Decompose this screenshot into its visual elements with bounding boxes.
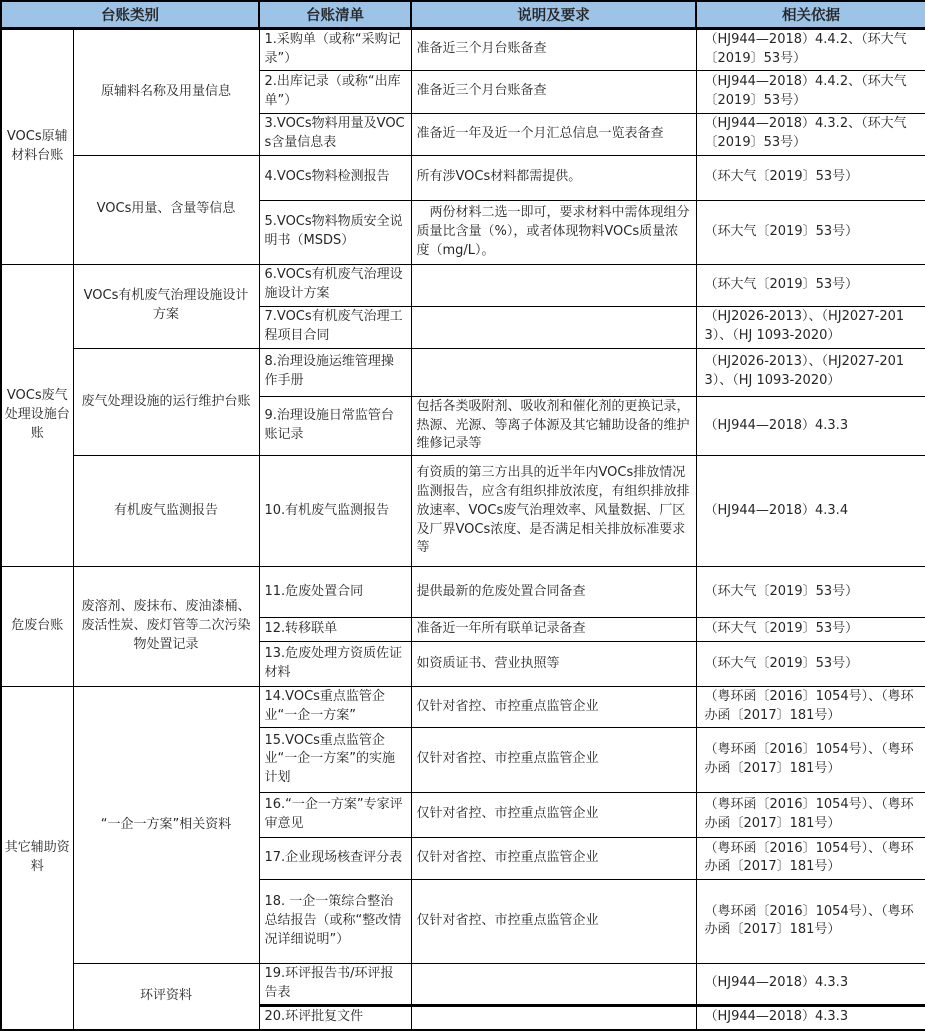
item-cell-18: 18. 一企一策综合整治总结报告（或称“整改情况详细说明”） <box>259 879 411 963</box>
item-cell-12: 12.转移联单 <box>259 618 411 642</box>
item-cell-19: 19.环评报告书/环评报告表 <box>259 963 411 1005</box>
basis-cell-17: （粤环函〔2016〕1054号）、（粤环办函〔2017〕181号） <box>696 837 925 879</box>
subcategory-cell-vocs-usage-info: VOCs用量、含量等信息 <box>73 155 259 264</box>
category-cell-other-materials: 其它辅助资料 <box>1 687 73 1030</box>
basis-cell-14: （粤环函〔2016〕1054号）、（粤环办函〔2017〕181号） <box>696 687 925 728</box>
table-row <box>1 29 925 71</box>
description-cell-14: 仅针对省控、市控重点监管企业 <box>411 687 696 728</box>
description-cell-4: 所有涉VOCs材料都需提供。 <box>411 155 696 200</box>
basis-cell-13: （环大气〔2019〕53号） <box>696 642 925 687</box>
header-list: 台账清单 <box>259 1 411 29</box>
item-cell-15: 15.VOCs重点监管企业“一企一方案”的实施计划 <box>259 727 411 792</box>
basis-cell-9: （HJ944—2018）4.3.3 <box>696 396 925 456</box>
description-cell-3: 准备近一年及近一个月汇总信息一览表备查 <box>411 113 696 155</box>
item-cell-6: 6.VOCs有机废气治理设施设计方案 <box>259 264 411 306</box>
item-cell-4: 4.VOCs物料检测报告 <box>259 155 411 200</box>
item-cell-16: 16.“一企一方案”专家评审意见 <box>259 792 411 837</box>
table-row <box>1 687 925 728</box>
basis-cell-7: （HJ2026-2013）、（HJ2027-2013）、（HJ 1093-2020） <box>696 306 925 348</box>
description-cell-1: 准备近三个月台账备查 <box>411 29 696 71</box>
basis-cell-10: （HJ944—2018）4.3.4 <box>696 456 925 567</box>
basis-cell-15: （粤环函〔2016〕1054号）、（粤环办函〔2017〕181号） <box>696 727 925 792</box>
description-cell-13: 如资质证书、营业执照等 <box>411 642 696 687</box>
description-cell-16: 仅针对省控、市控重点监管企业 <box>411 792 696 837</box>
basis-cell-19: （HJ944—2018）4.3.3 <box>696 963 925 1005</box>
item-cell-5: 5.VOCs物料物质安全说明书（MSDS） <box>259 200 411 264</box>
basis-cell-8: （HJ2026-2013）、（HJ2027-2013）、（HJ 1093-2020） <box>696 348 925 396</box>
table-row <box>1 963 925 1005</box>
basis-cell-5: （环大气〔2019〕53号） <box>696 200 925 264</box>
item-cell-13: 13.危废处理方资质佐证材料 <box>259 642 411 687</box>
basis-cell-20: （HJ944—2018）4.3.3 <box>696 1005 925 1030</box>
item-cell-8: 8.治理设施运维管理操作手册 <box>259 348 411 396</box>
basis-cell-11: （环大气〔2019〕53号） <box>696 567 925 618</box>
subcategory-cell-design-plan: VOCs有机废气治理设施设计方案 <box>73 264 259 348</box>
item-cell-7: 7.VOCs有机废气治理工程项目合同 <box>259 306 411 348</box>
description-cell-17: 仅针对省控、市控重点监管企业 <box>411 837 696 879</box>
header-basis: 相关依据 <box>696 1 925 29</box>
category-cell-waste-gas-facility: VOCs废气处理设施台账 <box>1 264 73 567</box>
basis-cell-12: （环大气〔2019〕53号） <box>696 618 925 642</box>
subcategory-cell-eia-materials: 环评资料 <box>73 963 259 1030</box>
basis-cell-1: （HJ944—2018）4.4.2、（环大气〔2019〕53号） <box>696 29 925 71</box>
category-cell-hazardous-waste: 危废台账 <box>1 567 73 687</box>
description-cell-11: 提供最新的危废处置合同备查 <box>411 567 696 618</box>
subcategory-cell-operation-maintenance: 废气处理设施的运行维护台账 <box>73 348 259 456</box>
basis-cell-3: （HJ944—2018）4.3.2、（环大气〔2019〕53号） <box>696 113 925 155</box>
header-row <box>1 1 925 29</box>
basis-cell-6: （环大气〔2019〕53号） <box>696 264 925 306</box>
item-cell-1: 1.采购单（或称“采购记录”） <box>259 29 411 71</box>
table-row <box>1 348 925 396</box>
table-row <box>1 567 925 618</box>
description-cell-9: 包括各类吸附剂、吸收剂和催化剂的更换记录，热源、光源、等离子体源及其它辅助设备的维护维修记录等 <box>411 396 696 456</box>
item-cell-9: 9.治理设施日常监管台账记录 <box>259 396 411 456</box>
item-cell-20: 20.环评批复文件 <box>259 1005 411 1030</box>
table-row <box>1 155 925 200</box>
item-cell-11: 11.危废处置合同 <box>259 567 411 618</box>
description-cell-6 <box>411 264 696 306</box>
description-cell-8 <box>411 348 696 396</box>
description-cell-2: 准备近三个月台账备查 <box>411 70 696 113</box>
table-row <box>1 264 925 306</box>
subcategory-cell-raw-material-info: 原辅料名称及用量信息 <box>73 29 259 156</box>
table-row <box>1 456 925 567</box>
description-cell-15: 仅针对省控、市控重点监管企业 <box>411 727 696 792</box>
description-cell-7 <box>411 306 696 348</box>
item-cell-2: 2.出库记录（或称“出库单”） <box>259 70 411 113</box>
subcategory-cell-secondary-pollutant-records: 废溶剂、废抹布、废油漆桶、废活性炭、废灯管等二次污染物处置记录 <box>73 567 259 687</box>
basis-cell-2: （HJ944—2018）4.4.2、（环大气〔2019〕53号） <box>696 70 925 113</box>
description-cell-5: 两份材料二选一即可，要求材料中需体现组分质量比含量（%），或者体现物料VOCs质量浓度（mg/L）。 <box>411 200 696 264</box>
subcategory-cell-monitoring-report: 有机废气监测报告 <box>73 456 259 567</box>
basis-cell-18: （粤环函〔2016〕1054号）、（粤环办函〔2017〕181号） <box>696 879 925 963</box>
description-cell-19 <box>411 963 696 1005</box>
description-cell-18: 仅针对省控、市控重点监管企业 <box>411 879 696 963</box>
category-cell-raw-materials: VOCs原辅材料台账 <box>1 29 73 265</box>
item-cell-14: 14.VOCs重点监管企业“一企一方案” <box>259 687 411 728</box>
item-cell-17: 17.企业现场核查评分表 <box>259 837 411 879</box>
subcategory-cell-one-enterprise-one-plan: “一企一方案”相关资料 <box>73 687 259 964</box>
description-cell-20 <box>411 1005 696 1030</box>
basis-cell-16: （粤环函〔2016〕1054号）、（粤环办函〔2017〕181号） <box>696 792 925 837</box>
item-cell-3: 3.VOCs物料用量及VOCs含量信息表 <box>259 113 411 155</box>
basis-cell-4: （环大气〔2019〕53号） <box>696 155 925 200</box>
description-cell-10: 有资质的第三方出具的近半年内VOCs排放情况监测报告，应含有组织排放浓度，有组织排放排放速率、VOCs废气治理效率、风量数据、厂区及厂界VOCs浓度、是否满足相关排放标准要求等 <box>411 456 696 567</box>
description-cell-12: 准备近一年所有联单记录备查 <box>411 618 696 642</box>
item-cell-10: 10.有机废气监测报告 <box>259 456 411 567</box>
header-requirements: 说明及要求 <box>411 1 696 29</box>
header-category: 台账类别 <box>1 1 259 29</box>
